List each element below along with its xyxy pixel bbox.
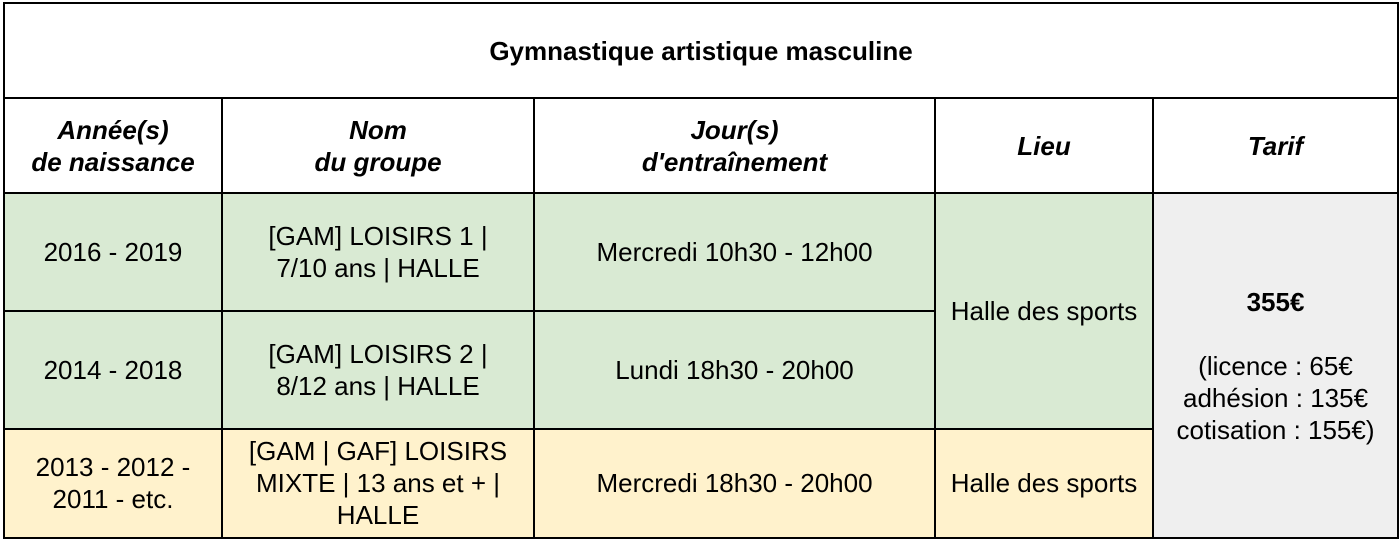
cell-jours: Lundi 18h30 - 20h00 (534, 311, 935, 429)
header-annee-line-1: Année(s) (57, 114, 169, 145)
header-tarif: Tarif (1153, 98, 1398, 193)
cell-annee (4, 311, 222, 429)
cell-nom (222, 429, 534, 538)
table-row (4, 193, 1398, 311)
cell-nom-line-1: [GAM] LOISIRS 2 | (268, 338, 488, 369)
tarif-detail-licence: (licence : 65€ (1198, 350, 1353, 381)
cell-lieu-shared: Halle des sports (935, 193, 1153, 428)
cell-lieu: Halle des sports (935, 429, 1153, 538)
header-jours (534, 98, 935, 193)
header-row (4, 98, 1398, 193)
cell-annee-line-2: 2011 - etc. (52, 484, 174, 515)
tarif-price: 355€ (1246, 286, 1305, 317)
header-annee (4, 98, 222, 193)
cell-jours: Mercredi 10h30 - 12h00 (534, 193, 935, 311)
header-lieu: Lieu (935, 98, 1153, 193)
cell-nom (222, 311, 534, 429)
header-annee-line-2: de naissance (31, 146, 195, 177)
cell-annee (4, 193, 222, 311)
cell-tarif (1153, 193, 1398, 538)
cell-nom-line-1: [GAM | GAF] LOISIRS (248, 436, 508, 467)
cell-annee-line: 2014 - 2018 (43, 354, 183, 385)
header-jours-line-2: d'entraînement (641, 146, 828, 177)
cell-annee (4, 429, 222, 538)
title-row (4, 3, 1398, 98)
tarif-detail-adhesion: adhésion : 135€ (1182, 382, 1369, 413)
header-nom-line-2: du groupe (314, 146, 442, 177)
cell-nom-line-2: MIXTE | 13 ans et + | (255, 468, 500, 499)
header-nom-line-1: Nom (349, 114, 407, 145)
tarif-detail-cotisation: cotisation : 155€) (1176, 414, 1375, 445)
cell-jours: Mercredi 18h30 - 20h00 (534, 429, 935, 538)
cell-annee-line: 2016 - 2019 (43, 237, 183, 268)
schedule-table (3, 2, 1399, 539)
cell-annee-line-1: 2013 - 2012 - (35, 452, 191, 483)
cell-nom-line-2: 8/12 ans | HALLE (276, 370, 480, 401)
cell-nom-line-1: [GAM] LOISIRS 1 | (268, 221, 488, 252)
cell-nom (222, 193, 534, 311)
cell-nom-line-2: 7/10 ans | HALLE (276, 253, 480, 284)
header-nom (222, 98, 534, 193)
cell-nom-line-3: HALLE (336, 500, 420, 531)
header-jours-line-1: Jour(s) (690, 114, 779, 145)
table-title: Gymnastique artistique masculine (4, 3, 1398, 98)
